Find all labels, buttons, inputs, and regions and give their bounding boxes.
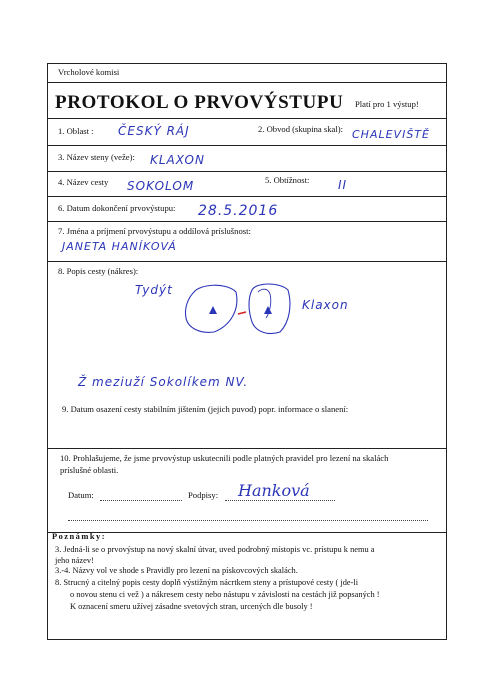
divider (47, 171, 447, 172)
divider (47, 261, 447, 262)
note-line: 3. Jedná-li se o prvovýstup na nový skalní útvar, uved podrobný místopis vc. prístupu k nemu a (55, 545, 375, 554)
divider (47, 82, 447, 83)
route-description: Ž meziuží Sokolíkem NV. (78, 375, 249, 389)
notes-heading: Poznámky: (52, 532, 106, 541)
note-line: K oznacení smeru užívej zásadne svetových stran, urcených dle busoly ! (70, 602, 313, 611)
note-line: 3.-4. Názvy vol ve shode s Pravidly pro lezení na pískovcových skalách. (55, 566, 298, 575)
jmena-label: 7. Jména a príjmení prvovýstupu a oddílová príslušnost: (58, 226, 251, 236)
note-line: o novou stenu ci vež ) a nákresem cesty nebo nástupu v závislosti na cestách již popsaných ! (70, 590, 380, 599)
osazeni-label: 9. Datum osazení cesty stabilním jištením (jejich puvod) popr. informace o slanení: (62, 404, 349, 414)
divider (47, 118, 447, 119)
obtiznost-label: 5. Obtížnost: (265, 175, 310, 185)
datum-value: 28.5.2016 (198, 203, 279, 219)
cesta-value: SOKOLOM (127, 179, 195, 193)
date-line (100, 500, 182, 501)
divider (47, 196, 447, 197)
declaration-text-2: príslušné oblasti. (60, 465, 119, 475)
peak-marker-right (264, 306, 272, 314)
oblast-value: ČESKÝ RÁJ (118, 124, 190, 138)
signature: Hanková (238, 481, 310, 500)
sketch-label-left: Tydýt (135, 283, 173, 297)
obtiznost-value: II (338, 178, 348, 192)
divider (47, 448, 447, 449)
peak-marker-left (209, 306, 217, 314)
note-line: jeho název! (55, 556, 94, 565)
divider (47, 532, 447, 533)
route-sketch (180, 282, 300, 342)
obvod-label: 2. Obvod (skupina skal): (258, 124, 343, 134)
date-label: Datum: (68, 490, 94, 500)
note-line: 8. Strucný a citelný popis cesty doplň výstižným nácrtkem steny a prístupové cesty ( jde-li (55, 578, 359, 587)
datum-label: 6. Datum dokončení prvovýstupu: (58, 203, 176, 213)
declaration-text: 10. Prohlašujeme, že jsme prvovýstup uskutecnili podle platných pravidel pro lezení na skalách (60, 453, 389, 463)
stena-value: KLAXON (150, 153, 205, 167)
divider (47, 221, 447, 222)
signature-line (225, 500, 335, 501)
signatures-label: Podpisy: (188, 490, 219, 500)
popis-label: 8. Popis cesty (nákres): (58, 266, 139, 276)
stena-label: 3. Název steny (veže): (58, 152, 135, 162)
obvod-value: CHALEVIŠTĚ (352, 128, 430, 141)
cesta-label: 4. Název cesty (58, 177, 109, 187)
divider (47, 145, 447, 146)
jmena-value: JANETA HANÍKOVÁ (62, 240, 177, 253)
page-title: PROTOKOL O PRVOVÝSTUPU (55, 92, 344, 113)
sketch-label-right: Klaxon (302, 298, 349, 312)
route-line (238, 312, 246, 314)
signature-line-extra (68, 520, 428, 521)
oblast-label: 1. Oblast : (58, 126, 94, 136)
validity-note: Platí pro 1 výstup! (355, 99, 419, 109)
committee-label: Vrcholové komisi (58, 67, 120, 77)
tower-outline-left (185, 285, 236, 332)
